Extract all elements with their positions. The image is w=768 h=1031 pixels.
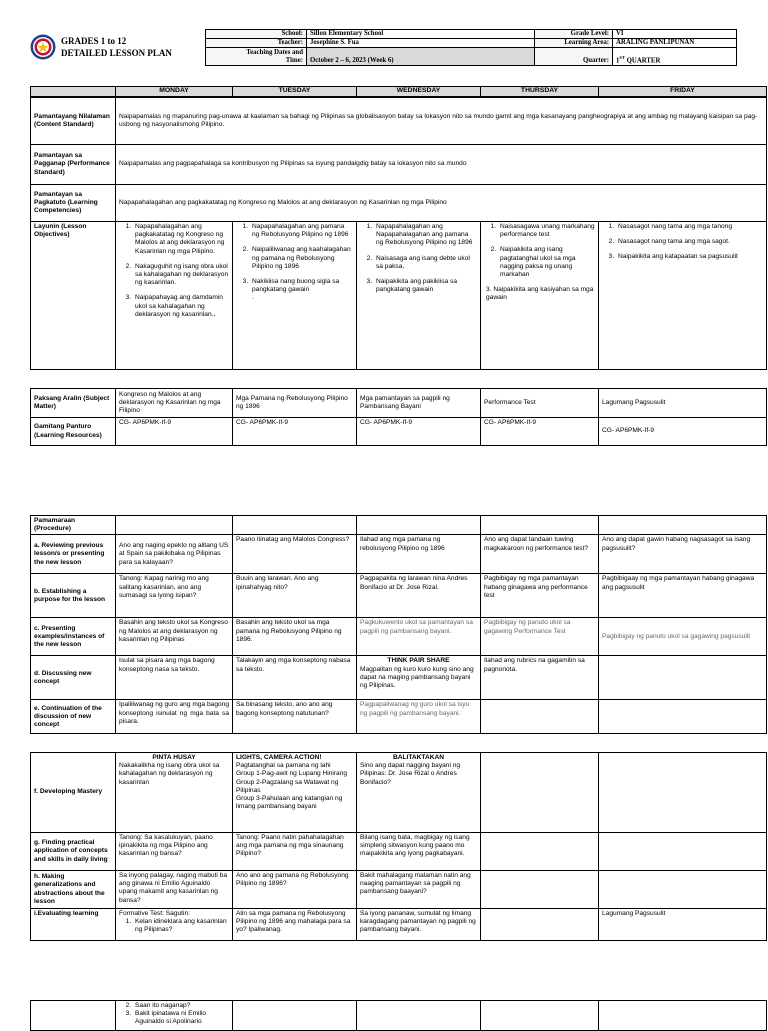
application-monday: Tanong: Sa kasalukuyan, paano ipinakikita ng mga Pilipino ang kasarinlan ng bansa? — [116, 833, 233, 871]
formative-test-title: Formative Test: Sagutin: — [119, 910, 190, 917]
resource-tuesday: CG- AP6PMK-If-9 — [233, 418, 357, 446]
formative-test-item: 1. Kelan idineklara ang kasarinlan ng Pilipinas? — [133, 918, 229, 934]
examples-thursday: Pagbibigay ng panuto ukol sa gagawing Performance Test — [481, 618, 599, 656]
objective-thursday-extra: 3. Naipakikita ang kasiyahan sa mga gawain — [486, 286, 594, 302]
resource-friday: CG- AP6PMK-If-9 — [599, 418, 767, 446]
reviewing-lesson-label: a. Reviewing previous lesson/s or presenting the new lesson — [31, 535, 116, 574]
days-header-table — [30, 86, 767, 97]
learning-area-label: Learning Area: — [535, 39, 613, 48]
objectives-label: Layunin (Lesson Objectives) — [31, 222, 116, 370]
procedure-table — [30, 515, 767, 734]
objective-item: 3. Naipakikita ang pakikiisa sa pangkatang gawain — [374, 278, 477, 294]
application-thursday — [481, 833, 599, 871]
think-pair-share-heading: THINK PAIR SHARE — [387, 657, 450, 665]
evaluation-monday — [116, 909, 233, 941]
resource-monday: CG- AP6PMK-If-9 — [116, 418, 233, 446]
continuation-thursday-cell — [481, 1001, 599, 1031]
mastery-monday — [116, 753, 233, 833]
generalizations-label: h. Making generalizations and abstractions about the lesson — [31, 871, 116, 909]
generalization-thursday — [481, 871, 599, 909]
continuation-monday-cell — [116, 1001, 233, 1031]
day-friday: FRIDAY — [599, 87, 767, 97]
objective-item: 2. Nasasagot nang tama ang mga sagot. — [616, 238, 763, 246]
resource-wednesday: CG- AP6PMK-If-9 — [357, 418, 481, 446]
teaching-dates-label — [206, 48, 307, 66]
mastery-tuesday-line: Pagtatanghal sa pamana ng lahi — [236, 762, 331, 770]
objectives-wednesday — [357, 222, 481, 370]
objectives-monday — [116, 222, 233, 370]
generalization-friday — [599, 871, 767, 909]
teaching-dates-label-line2: Time: — [285, 56, 303, 64]
continuation-tuesday: Sa binasang teksto, ano ano ang bagong konseptong natutunan? — [233, 700, 357, 734]
mastery-tuesday-line: Group 1-Pag-awit ng Lupang Hinirang — [236, 770, 348, 778]
teaching-dates-label-line1: Teaching Dates and — [246, 48, 303, 56]
procedure-empty — [599, 516, 767, 535]
mastery-wednesday — [357, 753, 481, 833]
continuation-wednesday: Pagpapaliwanag ng guro ukol sa isyu ng pagpili ng pambansang bayani. — [357, 700, 481, 734]
presenting-examples-label: c. Presenting examples/instances of the new lesson — [31, 618, 116, 656]
purpose-tuesday: Buuin ang larawan. Ano ang ipinahahyag nito? — [233, 574, 357, 618]
generalization-wednesday: Bakit mahalagang malaman natin ang naaging pamantayan sa pagpili ng pambansang baayani? — [357, 871, 481, 909]
continuation-wednesday-cell — [357, 1001, 481, 1031]
deped-seal-logo — [30, 34, 56, 60]
generalization-tuesday: Ano ano ang pamana ng Rebolusyong Pilipino ng 1896? — [233, 871, 357, 909]
continuation-table — [30, 1000, 767, 1031]
objective-tuesday-extra: . — [252, 294, 254, 302]
objective-item: 3. Naipakikita ang katapaatan sa pagsusulit — [616, 253, 763, 261]
procedure-empty — [233, 516, 357, 535]
continuation-friday-cell — [599, 1001, 767, 1031]
subject-monday: Kongreso ng Malolos at ang deklarasyon ng Kasarinlan ng mga Filipino — [116, 389, 233, 418]
quarter-label: Quarter: — [535, 48, 613, 66]
subject-resources-table — [30, 388, 767, 446]
teacher-value: Josephine S. Fua — [307, 39, 535, 48]
grade-level-value: VI — [613, 30, 737, 39]
mastery-evaluation-table — [30, 752, 767, 941]
objectives-thursday — [481, 222, 599, 370]
day-tuesday: TUESDAY — [233, 87, 357, 97]
formative-test-item: 3. Bakit ipinatawa ni Emilio Aguinaldo si Apolinario — [133, 1010, 229, 1026]
objective-item: 2. Naisasaga ang isang debte ukol sa paksa, — [374, 255, 477, 271]
reviewing-wednesday: Ilahad ang mga pamana ng rebolusyong Pilipino ng 1896 — [357, 535, 481, 574]
performance-standard-label: Pamantayan sa Pagganap (Performance Standard) — [31, 145, 116, 185]
application-friday — [599, 833, 767, 871]
objectives-tuesday — [233, 222, 357, 370]
resource-thursday: CG- AP6PMK-If-9 — [481, 418, 599, 446]
subject-matter-label: Paksang Aralin (Subject Matter) — [31, 389, 116, 418]
quarter-word: QUARTER — [624, 57, 661, 64]
subject-tuesday: Mga Pamana ng Rebolusyong Pilipino ng 1896 — [233, 389, 357, 418]
subject-thursday: Performance Test — [481, 389, 599, 418]
reviewing-friday: Ano ang dapat gawin habang nagsasagot sa isang pagsusulit? — [599, 535, 767, 574]
application-tuesday: Tanong: Paano natin pahahalagahan ang mga pamana ng mga sinaunang Pilipino? — [233, 833, 357, 871]
practical-application-label: g. Finding practical application of concepts and skills in daily living — [31, 833, 116, 871]
balitaktakan-heading: BALITAKTAKAN — [392, 754, 445, 761]
purpose-wednesday: Pagpapakita ng larawan nina Andres Bonifacio at Dr. Jose Rizal. — [357, 574, 481, 618]
application-wednesday: Bilang isang bata, magbigay ng isang simpleng sitwasyon kung paano mo maipakikita ang iyong pagkabayani. — [357, 833, 481, 871]
continuation-discussion-label: e. Continuation of the discussion of new concept — [31, 700, 116, 734]
pinta-husay-heading: PINTA HUSAY — [152, 754, 196, 761]
objectives-friday — [599, 222, 767, 370]
grade-level-label: Grade Level: — [535, 30, 613, 39]
quarter-number: 1 — [616, 57, 620, 64]
objective-item: 1. Napapahalagahan ang Napapahalagahan ang pamana ng Rebolusyong Pilipino ng 1896 — [374, 223, 477, 248]
discussing-monday: Isulat sa pisara ang mga bagong konseptong nasa sa teksto. — [116, 656, 233, 700]
days-corner-cell — [31, 87, 116, 97]
discussing-concept-label: d. Discussing new concept — [31, 656, 116, 700]
day-wednesday: WEDNESDAY — [357, 87, 481, 97]
day-monday: MONDAY — [116, 87, 233, 97]
procedure-empty — [116, 516, 233, 535]
evaluation-wednesday: Sa iyong pananaw, sumulat ng limang karagdagang pamantayan ng pagpili ng pambansang bayani. — [357, 909, 481, 941]
teaching-dates-value: October 2 – 6, 2023 (Week 6) — [307, 48, 535, 66]
subject-wednesday: Mga pamantayan sa pagpili ng Pambansang Bayani — [357, 389, 481, 418]
school-label: School: — [206, 30, 307, 39]
continuation-tuesday-cell — [233, 1001, 357, 1031]
objective-item: 3. Nakikiisa nang buong sigla sa pangkatang gawain — [250, 278, 353, 294]
mastery-friday — [599, 753, 767, 833]
mastery-wednesday-text: Sino ang dapat nagging bayani ng Pilipinas: Dr. Jose Rizal o Andres Bonifacio? — [360, 762, 461, 786]
formative-test-item: 2. Saan ito naganap? — [133, 1002, 229, 1010]
procedure-empty — [481, 516, 599, 535]
objective-item: 1. Napapahalagahan ang pagkakatatag ng Kongreso ng Malolos at ang deklarasyon ng Kasarinlan ng mga Pilipino. — [133, 223, 229, 256]
evaluation-thursday — [481, 909, 599, 941]
title-grades: GRADES 1 to 12 — [61, 36, 127, 46]
objective-item: 2. Naipaliliwanag ang kaahalagahan ng pamana ng Rebolusyong Pilipino ng 1896 — [250, 246, 353, 271]
establishing-purpose-label: b. Establishing a purpose for the lesson — [31, 574, 116, 618]
quarter-value — [613, 48, 737, 66]
mastery-tuesday-line: Group 2-Pagzalang sa Watawat ng Pilipinas — [236, 778, 339, 794]
standards-objectives-table — [30, 97, 767, 370]
continuation-label-cell — [31, 1001, 116, 1031]
purpose-monday: Tanong: Kapag narinig mo ang salitang kasarinlan, ano ang sumasagi sa iyong isipan? — [116, 574, 233, 618]
quarter-superscript: ST — [619, 54, 625, 60]
discussing-tuesday: Talakayin ang mga konseptong nabasa sa teksto. — [233, 656, 357, 700]
performance-standard-text: Naipapamalas ang pagpapahalaga sa kontribusyon ng Pilipinas sa isyung pandaigdig batay sa lokasyon nito sa mundo — [116, 145, 767, 185]
objective-item: 2. Naipakikita ang isang pagtatanghal ukol sa mga nagging paksa ng unang markahan — [498, 246, 595, 279]
teacher-label: Teacher: — [206, 39, 307, 48]
examples-tuesday: Basahin ang teksto ukol sa mga pamana ng Rebolusyong Pilipino ng 1896. — [233, 618, 357, 656]
discussing-friday — [599, 656, 767, 700]
mastery-thursday — [481, 753, 599, 833]
procedure-empty — [357, 516, 481, 535]
learning-area-value: ARALING PANLIPUNAN — [613, 39, 737, 48]
continuation-monday: Ipaliliwanag ng guro ang mga bagong konseptong isinulat ng mga bata sa pisara. — [116, 700, 233, 734]
objective-item: 2. Nakaguguhit ng isang obra ukol sa kahalagahan ng deklarasyon ng kasarinlan. — [133, 263, 229, 288]
content-standard-text: Naipapamalas ng mapanuring pag-unawa at kaalaman sa bahagi ng Pilipinas sa globalisasyon batay sa lokasyon nito sa mundo gamit ang mga kasanayang pangheograpiya at ang ambag ng malayang kaisipan sa pag-usbong ng nasyonalismong Pilipino. — [116, 98, 767, 145]
objective-item: 3. Naipapahayag ang damdamin ukol sa kahalagahan ng deklarasyon ng kasarinlan., — [133, 294, 229, 319]
mastery-tuesday-line: Group 3-Pahulaan ang katangian ng limang pambansang bayani — [236, 795, 343, 811]
discussing-wednesday — [357, 656, 481, 700]
mastery-tuesday — [233, 753, 357, 833]
evaluating-learning-label: i.Evaluating learning — [31, 909, 116, 941]
mastery-monday-text: Nakakalikha ng isang obra ukol sa kahalagahan ng deklarasyon ng kasarinlan — [119, 762, 220, 786]
purpose-friday: Pagbibigaay ng mga pamantayan habang ginagawa ang pagsusulit — [599, 574, 767, 618]
examples-wednesday: Pagkukuwento ukol sa pamantayan sa pagpili ng pambansang bayani. — [357, 618, 481, 656]
title-dlp: DETAILED LESSON PLAN — [61, 48, 172, 58]
generalization-monday: Sa inyong palagay, naging mabuti ba ang ginawa ni Emilio Aguinaldo upang makamit ang kasarinlan ng bansa? — [116, 871, 233, 909]
objective-item: 1. Nasasagot nang tama ang mga tanong — [616, 223, 763, 231]
objective-item: 1. Naisasagawa unang markahang performance test — [498, 223, 595, 239]
reviewing-thursday: Ano ang dapat tandaan tuwing magkakaroon ng performance test? — [481, 535, 599, 574]
continuation-friday — [599, 700, 767, 734]
evaluation-tuesday: Alin sa mga pamana ng Rebolusyong Pilipino ng 1896 ang mahalaga para sa yo? Ipaliwanag. — [233, 909, 357, 941]
lights-camera-action-heading: LIGHTS, CAMERA ACTION! — [236, 754, 322, 761]
subject-friday: Lagumang Pagsusulit — [599, 389, 767, 418]
competencies-label: Pamantayan sa Pagkatuto (Learning Competencies) — [31, 185, 116, 222]
examples-monday: Basahin ang teksto ukol sa Kongreso ng Malolos at ang deklarasyon ng kasarinlan ng Pilipinas — [116, 618, 233, 656]
examples-friday: Pagbibigay ng panuto ukol sa gagawing pagsusulit — [599, 618, 767, 656]
purpose-thursday: Pagbibigay ng mga pamantayan habang ginagawa ang performance test — [481, 574, 599, 618]
procedure-title: Pamamaraan (Procedure) — [31, 516, 116, 535]
day-thursday: THURSDAY — [481, 87, 599, 97]
evaluation-friday: Lagumang Pagsusulit — [599, 909, 767, 941]
objective-item: 1. Napapahalagahan ang pamana ng Rebolusyong Pilipino ng 1896 — [250, 223, 353, 239]
content-standard-label: Pamantayang Nilalaman (Content Standard) — [31, 98, 116, 145]
competencies-text: Napapahalagahan ang pagkakatatag ng Kongreso ng Malolos at ang deklarasyon ng Kasarinlan ng mga Pilipino — [116, 185, 767, 222]
header-info-table — [205, 29, 737, 66]
document-title — [61, 35, 172, 59]
discussing-wednesday-text: Magpalitan ng kuro kuro kung sino ang dapat na maging pambansang bayani ng Pilipinas. — [360, 665, 474, 690]
developing-mastery-label: f. Developing Mastery — [31, 753, 116, 833]
school-value: Sillon Elementary School — [307, 30, 535, 39]
discussing-thursday: Ilahad ang rubrics na gagamitin sa pagnonota. — [481, 656, 599, 700]
resources-label: Gamitang Panturo (Learning Resources) — [31, 418, 116, 446]
continuation-thursday — [481, 700, 599, 734]
reviewing-monday: Ano ang naging epekto ng alitang US at Spain sa pakikibaka ng Pilipinas para sa kalayaan? — [116, 535, 233, 574]
reviewing-tuesday: Paano itinatag ang Malolos Congress? — [233, 535, 357, 574]
